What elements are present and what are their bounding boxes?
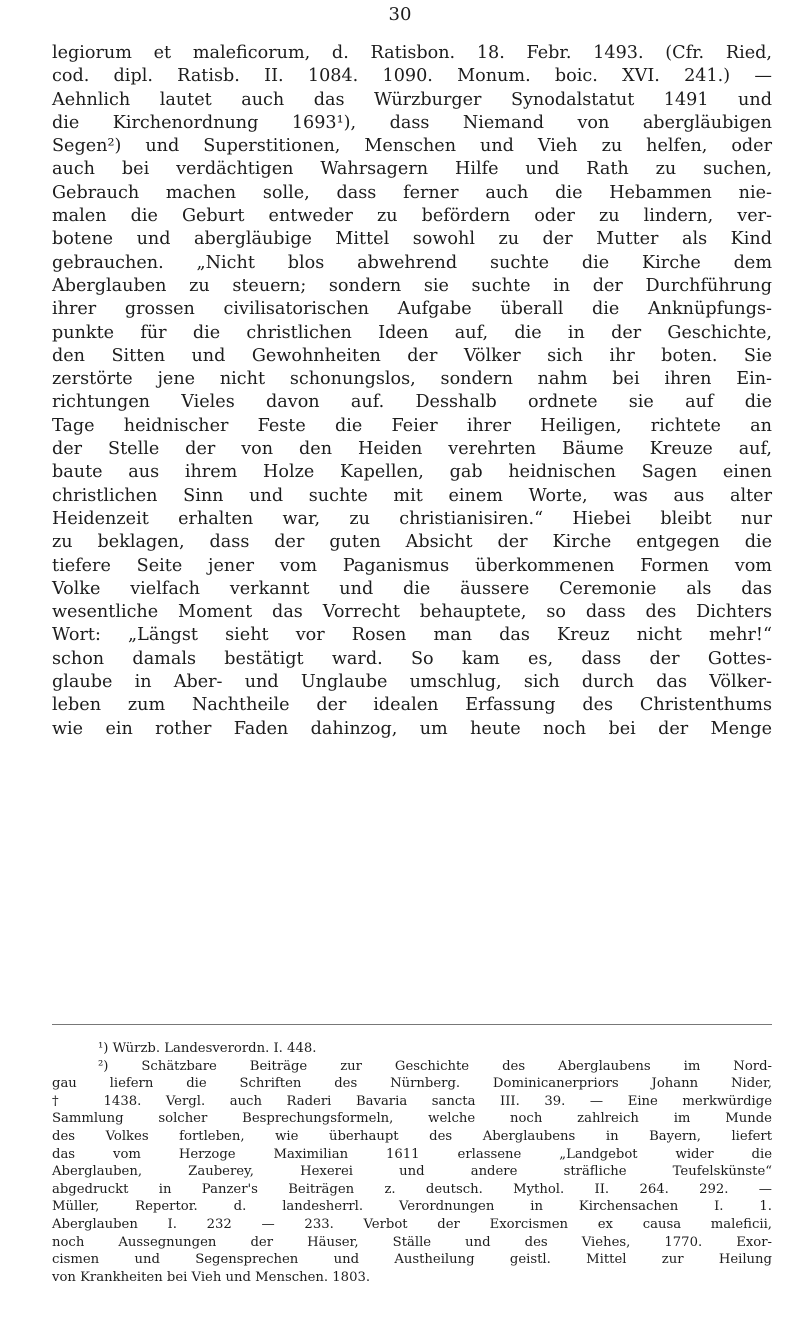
body-line: christlichen Sinn und suchte mit einem Worte, was aus alter bbox=[52, 485, 772, 506]
body-line: Aehnlich lautet auch das Würzburger Synodalstatut 1491 und bbox=[52, 89, 772, 110]
footnote-line: Müller, Repertor. d. landesherrl. Verordnungen in Kirchensachen I. 1. bbox=[52, 1199, 772, 1215]
body-line: leben zum Nachtheile der idealen Erfassung des Christenthums bbox=[52, 695, 772, 716]
footnote-line: von Krankheiten bei Vieh und Menschen. 1803. bbox=[52, 1269, 371, 1285]
body-line: zerstörte jene nicht schonungslos, sondern nahm bei ihren Ein- bbox=[52, 369, 772, 390]
footnote-line: abgedruckt in Panzer's Beiträgen z. deutsch. Mythol. II. 264. 292. — bbox=[52, 1181, 772, 1197]
body-line: der Stelle der von den Heiden verehrten Bäume Kreuze auf, bbox=[52, 439, 772, 460]
footnotes bbox=[52, 1040, 772, 1286]
footnote-line: cismen und Segensprechen und Austheilung geistl. Mittel zur Heilung bbox=[52, 1252, 772, 1268]
footnote-line: † 1438. Vergl. auch Raderi Bavaria sancta III. 39. — Eine merkwürdige bbox=[52, 1093, 772, 1109]
footnote-line: noch Aussegnungen der Häuser, Ställe und des Viehes, 1770. Exor- bbox=[52, 1234, 772, 1250]
page-number: 30 bbox=[388, 4, 412, 25]
body-line: zu beklagen, dass der guten Absicht der Kirche entgegen die bbox=[52, 532, 772, 553]
body-line: auch bei verdächtigen Wahrsagern Hilfe und Rath zu suchen, bbox=[52, 159, 772, 180]
body-line: glaube in Aber- und Unglaube umschlug, sich durch das Völker- bbox=[52, 672, 772, 693]
body-line: Tage heidnischer Feste die Feier ihrer Heiligen, richtete an bbox=[52, 415, 772, 436]
body-line: ihrer grossen civilisatorischen Aufgabe überall die Anknüpfungs- bbox=[52, 299, 772, 320]
body-text bbox=[52, 42, 772, 741]
body-line: die Kirchenordnung 1693¹), dass Niemand von abergläubigen bbox=[52, 112, 772, 133]
body-line: Volke vielfach verkannt und die äussere Ceremonie als das bbox=[52, 578, 772, 599]
body-line: baute aus ihrem Holze Kapellen, gab heidnischen Sagen einen bbox=[52, 462, 772, 483]
footnote-divider bbox=[52, 1024, 772, 1025]
body-line: wesentliche Moment das Vorrecht behauptete, so dass des Dichters bbox=[52, 602, 772, 623]
footnote-line: ²) Schätzbare Beiträge zur Geschichte des Aberglaubens im Nord- bbox=[98, 1058, 772, 1074]
body-line: den Sitten und Gewohnheiten der Völker sich ihr boten. Sie bbox=[52, 345, 772, 366]
body-line: schon damals bestätigt ward. So kam es, dass der Gottes- bbox=[52, 648, 772, 669]
body-line: Aberglauben zu steuern; sondern sie suchte in der Durchführung bbox=[52, 275, 772, 296]
footnote-line: das vom Herzoge Maximilian 1611 erlassene „Landgebot wider die bbox=[52, 1146, 772, 1162]
footnote-line: gau liefern die Schriften des Nürnberg. Dominicanerpriors Johann Nider, bbox=[52, 1076, 772, 1092]
body-line: Wort: „Längst sieht vor Rosen man das Kreuz nicht mehr!“ bbox=[52, 625, 772, 646]
body-line: malen die Geburt entweder zu befördern oder zu lindern, ver- bbox=[52, 206, 772, 227]
footnote-line: ¹) Würzb. Landesverordn. I. 448. bbox=[98, 1041, 317, 1056]
footnote-line: des Volkes fortleben, wie überhaupt des Aberglaubens in Bayern, liefert bbox=[52, 1128, 772, 1144]
footnote-line: Aberglauben, Zauberey, Hexerei und andere sträfliche Teufelskünste“ bbox=[52, 1164, 772, 1180]
body-line: Gebrauch machen solle, dass ferner auch die Hebammen nie- bbox=[52, 182, 772, 203]
body-line: richtungen Vieles davon auf. Desshalb ordnete sie auf die bbox=[52, 392, 772, 413]
body-line: tiefere Seite jener vom Paganismus überkommenen Formen vom bbox=[52, 555, 772, 576]
body-line: wie ein rother Faden dahinzog, um heute noch bei der Menge bbox=[52, 718, 772, 739]
footnote-line: Aberglauben I. 232 — 233. Verbot der Exorcismen ex causa maleficii, bbox=[52, 1216, 772, 1232]
body-line: gebrauchen. „Nicht blos abwehrend suchte die Kirche dem bbox=[52, 252, 772, 273]
body-line: Heidenzeit erhalten war, zu christianisiren.“ Hiebei bleibt nur bbox=[52, 508, 772, 529]
body-line: cod. dipl. Ratisb. II. 1084. 1090. Monum. boic. XVI. 241.) — bbox=[52, 66, 772, 87]
footnote-line: Sammlung solcher Besprechungsformeln, welche noch zahlreich im Munde bbox=[52, 1111, 772, 1127]
body-line: botene und abergläubige Mittel sowohl zu der Mutter als Kind bbox=[52, 229, 772, 250]
body-line: punkte für die christlichen Ideen auf, die in der Geschichte, bbox=[52, 322, 772, 343]
body-line: legiorum et maleficorum, d. Ratisbon. 18. Febr. 1493. (Cfr. Ried, bbox=[52, 43, 772, 63]
body-line: Segen²) und Superstitionen, Menschen und Vieh zu helfen, oder bbox=[52, 136, 772, 157]
